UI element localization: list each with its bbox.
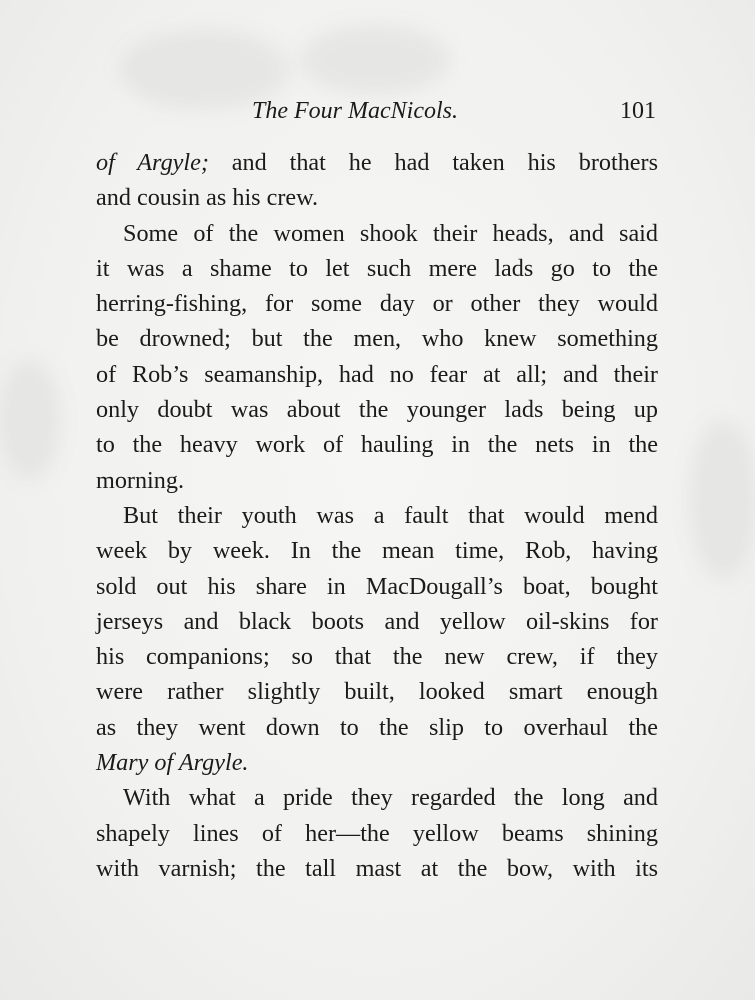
ship-name-italic: of Argyle; [96, 149, 209, 176]
text-line: to the heavy work of hauling in the nets in the [96, 431, 658, 459]
paragraph-first-line: But their youth was a fault that would mend [123, 501, 658, 529]
text-line: and cousin as his crew. [96, 184, 319, 212]
page-header [96, 94, 658, 128]
text-line: were rather slightly built, looked smart enough [96, 678, 658, 706]
text-line: only doubt was about the younger lads being up [96, 396, 658, 424]
text-line: herring-fishing, for some day or other they would [96, 290, 658, 318]
text-line: as they went down to the slip to overhaul the [96, 713, 658, 741]
ink-smudge [690, 420, 755, 580]
ink-smudge [0, 360, 60, 480]
page-number: 101 [620, 98, 656, 124]
running-title: The Four MacNicols. [252, 98, 458, 124]
text-line: his companions; so that the new crew, if they [96, 643, 658, 671]
paragraph-first-line: Some of the women shook their heads, and said [123, 219, 658, 247]
paragraph-first-line: With what a pride they regarded the long and [123, 784, 658, 812]
text-line: morning. [96, 466, 185, 494]
ink-smudge [300, 25, 450, 95]
text-line: of Rob’s seamanship, had no fear at all; and their [96, 360, 658, 388]
text-line: it was a shame to let such mere lads go to the [96, 254, 658, 282]
text-line: jerseys and black boots and yellow oil-skins for [96, 607, 658, 635]
ship-name-line: Mary of Argyle. [96, 749, 249, 777]
text-line-rest: and that he had taken his brothers [208, 149, 658, 176]
text-line [96, 145, 658, 180]
body-text [96, 145, 658, 886]
text-line: sold out his share in MacDougall’s boat, bought [96, 572, 658, 600]
text-line: week by week. In the mean time, Rob, having [96, 537, 658, 565]
text-line: be drowned; but the men, who knew something [96, 325, 658, 353]
text-line: shapely lines of her—the yellow beams shining [96, 819, 658, 847]
text-line: with varnish; the tall mast at the bow, with its [96, 854, 658, 882]
